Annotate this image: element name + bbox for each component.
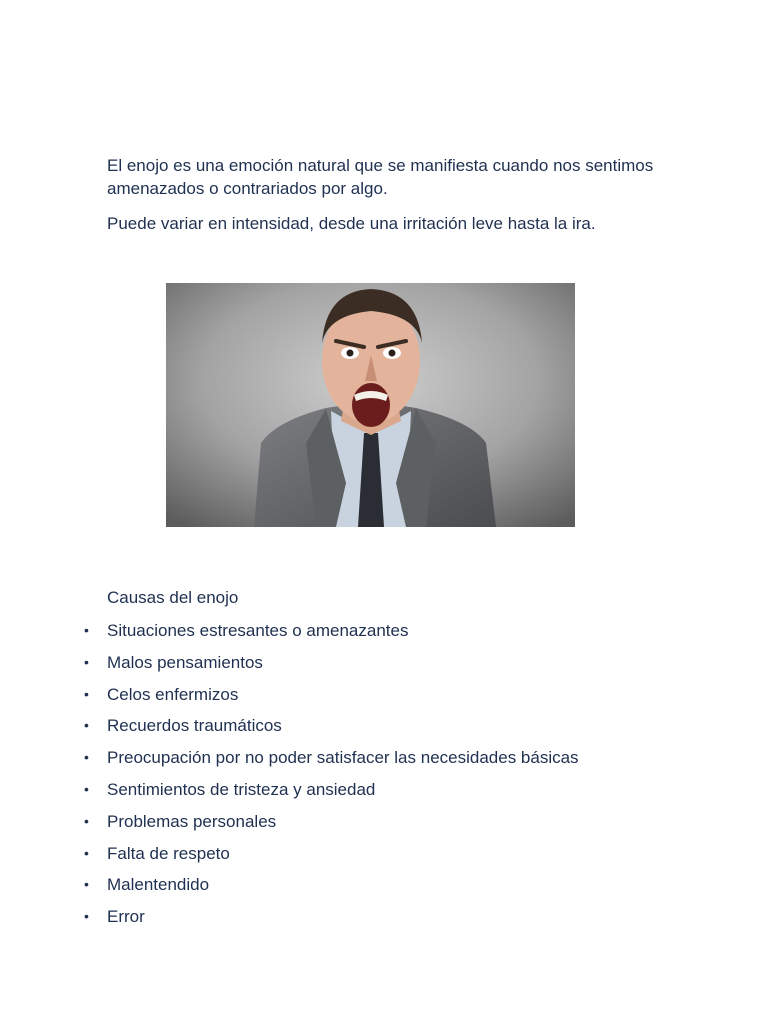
- list-item: • Malos pensamientos: [84, 652, 263, 672]
- bullet-icon: •: [84, 717, 89, 734]
- angry-man-photo: [166, 283, 575, 527]
- bullet-icon: •: [84, 749, 89, 766]
- intro-paragraph-2: Puede variar en intensidad, desde una irritación leve hasta la ira.: [107, 214, 596, 233]
- bullet-icon: •: [84, 812, 89, 829]
- bullet-icon: •: [84, 622, 89, 638]
- list-item: • Error: [84, 907, 145, 927]
- causes-list: [0, 619, 768, 937]
- bullet-icon: •: [84, 780, 89, 797]
- intro-paragraph-1: El enojo es una emoción natural que se manifiesta cuando nos sentimos amenazados o contrariados por algo.: [107, 156, 654, 198]
- list-item: • Falta de respeto: [84, 843, 230, 863]
- bullet-icon: •: [84, 685, 89, 702]
- list-item: • Recuerdos traumáticos: [84, 716, 282, 736]
- list-item: • Preocupación por no poder satisfacer las necesidades básicas: [84, 748, 579, 768]
- bullet-icon: •: [84, 876, 89, 893]
- list-item: • Celos enfermizos: [84, 684, 239, 704]
- list-item: • Problemas personales: [84, 811, 277, 831]
- causes-heading: Causas del enojo: [107, 588, 239, 607]
- bullet-icon: •: [84, 653, 89, 670]
- bullet-icon: •: [84, 908, 89, 925]
- list-item: • Sentimientos de tristeza y ansiedad: [84, 779, 376, 799]
- list-item: • Malentendido: [84, 875, 210, 895]
- bullet-icon: •: [84, 844, 89, 861]
- list-item: • Situaciones estresantes o amenazantes: [84, 621, 409, 640]
